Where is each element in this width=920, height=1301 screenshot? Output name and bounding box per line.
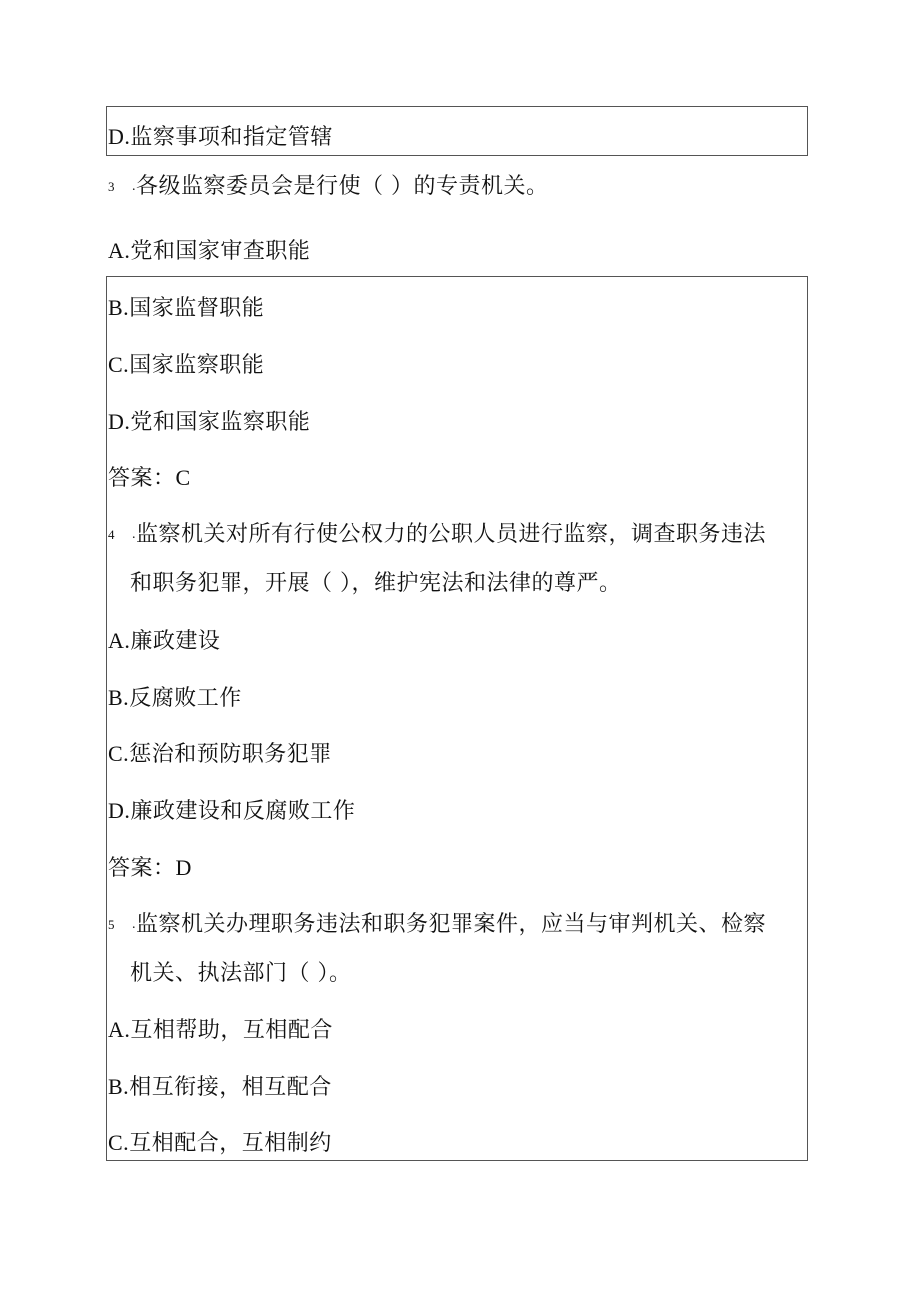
option-q3-a — [108, 236, 310, 267]
question-5-continuation — [130, 959, 352, 989]
question-dot: . — [132, 527, 136, 542]
option-letter: D. — [108, 798, 131, 823]
option-q5-a — [108, 1015, 333, 1046]
option-letter: C. — [108, 741, 130, 766]
option-letter: B. — [108, 685, 130, 710]
question-text: 监察机关办理职务违法和职务犯罪案件，应当与审判机关、检察 — [136, 912, 767, 937]
option-text: 互相帮助，互相配合 — [130, 1018, 333, 1043]
option-text: 监察事项和指定管辖 — [130, 125, 333, 150]
answer-value: C — [175, 465, 191, 490]
answer-label: 答案： — [108, 856, 176, 881]
question-3 — [108, 172, 549, 202]
option-text: 惩治和预防职务犯罪 — [129, 742, 332, 767]
option-letter: D. — [108, 409, 131, 434]
option-letter: A. — [108, 238, 131, 263]
option-letter: C. — [108, 352, 130, 377]
answer-label: 答案： — [108, 466, 176, 491]
option-text: 国家监督职能 — [129, 296, 265, 321]
option-letter: A. — [108, 1017, 131, 1042]
option-q4-c — [108, 739, 332, 770]
question-5 — [108, 910, 766, 940]
option-letter: C. — [108, 1130, 130, 1155]
answer-q4 — [108, 853, 192, 884]
option-text: 党和国家审查职能 — [130, 239, 311, 264]
option-q2-d — [108, 122, 333, 153]
option-letter: B. — [108, 295, 130, 320]
question-dot: . — [132, 179, 136, 194]
option-q5-c — [108, 1128, 332, 1159]
option-text: 党和国家监察职能 — [130, 410, 311, 435]
question-dot: . — [132, 917, 136, 932]
option-q3-c — [108, 350, 264, 381]
question-4 — [108, 520, 766, 550]
question-text: 各级监察委员会是行使（ ）的专责机关。 — [136, 174, 549, 199]
answer-value: D — [175, 855, 192, 880]
question-text-continued: 和职务犯罪，开展（ ），维护宪法和法律的尊严。 — [130, 571, 622, 596]
answer-q3 — [108, 463, 191, 494]
option-q4-b — [108, 683, 242, 714]
option-q3-b — [108, 293, 264, 324]
option-text: 廉政建设和反腐败工作 — [130, 799, 356, 824]
option-letter: B. — [108, 1074, 130, 1099]
question-number: 5 — [108, 917, 115, 932]
question-number: 3 — [108, 179, 115, 194]
option-text: 相互衔接，相互配合 — [129, 1075, 332, 1100]
option-q4-d — [108, 796, 355, 827]
option-letter: A. — [108, 628, 131, 653]
option-text: 国家监察职能 — [129, 353, 265, 378]
option-text: 互相配合，互相制约 — [129, 1131, 332, 1156]
option-q3-d — [108, 407, 310, 438]
question-text-continued: 机关、执法部门（ ）。 — [130, 961, 352, 986]
option-letter: D. — [108, 124, 131, 149]
option-text: 廉政建设 — [130, 629, 221, 654]
option-q5-b — [108, 1072, 332, 1103]
question-number: 4 — [108, 527, 115, 542]
question-text: 监察机关对所有行使公权力的公职人员进行监察，调查职务违法 — [136, 522, 767, 547]
question-4-continuation — [130, 569, 622, 599]
option-text: 反腐败工作 — [129, 686, 242, 711]
option-q4-a — [108, 626, 220, 657]
